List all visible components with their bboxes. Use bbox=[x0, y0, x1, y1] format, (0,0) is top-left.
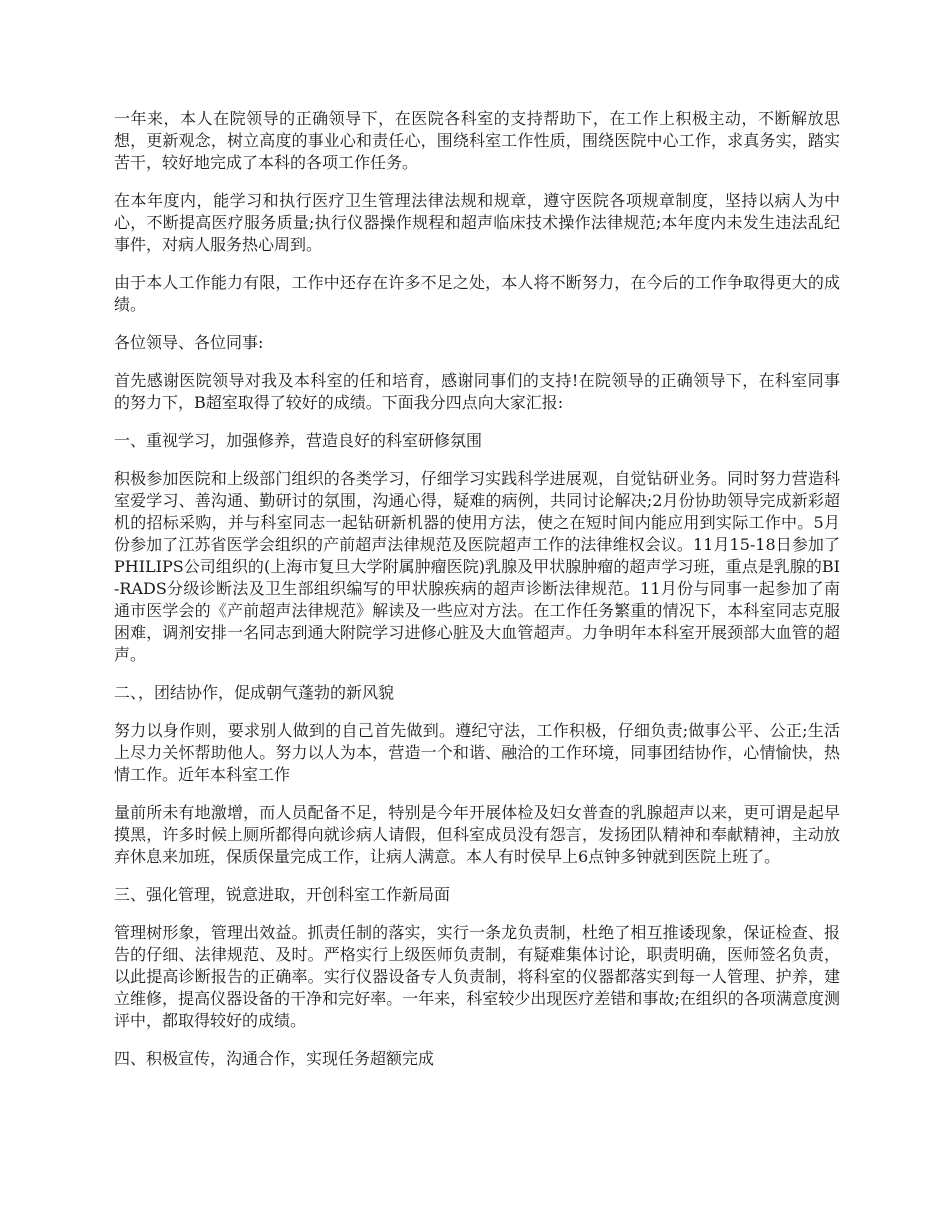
section-heading-1: 一、重视学习，加强修养，营造良好的科室研修氛围 bbox=[114, 431, 483, 450]
paragraph-shortcomings: 由于本人工作能力有限，工作中还存在许多不足之处，本人将不断努力，在今后的工作争取得更大的成绩。 bbox=[114, 273, 840, 314]
paragraph-compliance: 在本年度内，能学习和执行医疗卫生管理法律法规和规章，遵守医院各项规章制度，坚持以病人为中心，不断提高医疗服务质量;执行仪器操作规程和超声临床技术操作法律规范;本年度内未发生违法乱纪事件，对病人服务热心周到。 bbox=[114, 191, 840, 254]
paragraph-teamwork: 努力以身作则，要求别人做到的自己首先做到。遵纪守法，工作积极，仔细负责;做事公平、公正;生活上尽力关怀帮助他人。努力以人为本，营造一个和谐、融洽的工作环境，同事团结协作，心情愉快，热情工作。近年本科室工作 bbox=[114, 721, 840, 784]
paragraph-management: 管理树形象，管理出效益。抓责任制的落实，实行一条龙负责制，杜绝了相互推诿现象，保证检查、报告的仔细、法律规范、及时。严格实行上级医师负责制，有疑难集体讨论，职责明确，医师签名负责，以此提高诊断报告的正确率。实行仪器设备专人负责制，将科室的仪器都落实到每一人管理、护养，建立维修，提高仪器设备的干净和完好率。一年来，科室较少出现医疗差错和事故;在组织的各项满意度测评中，都取得较好的成绩。 bbox=[114, 923, 840, 1030]
section-heading-4: 四、积极宣传，沟通合作，实现任务超额完成 bbox=[114, 1049, 435, 1068]
paragraph-study: 积极参加医院和上级部门组织的各类学习，仔细学习实践科学进展观，自觉钻研业务。同时努力营造科室爱学习、善沟通、勤研讨的氛围，沟通心得，疑难的病例，共同讨论解决;2月份协助领导完成新彩超机的招标采购，并与科室同志一起钻研新机器的使用方法，使之在短时间内能应用到实际工作中。5月份参加了江苏省医学会组织的产前超声法律规范及医院超声工作的法律维权会议。11月15-18日参加了PHILIPS公司组织的(上海市复旦大学附属肿瘤医院)乳腺及甲状腺肿瘤的超声学习班，重点是乳腺的BI-RADS分级诊断法及卫生部组织编写的甲状腺疾病的超声诊断法律规范。11月份与同事一起参加了南通市医学会的《产前超声法律规范》解读及一些应对方法。在工作任务繁重的情况下，本科室同志克服困难，调剂安排一名同志到通大附院学习进修心脏及大血管超声。力争明年本科室开展颈部大血管的超声。 bbox=[114, 469, 840, 664]
section-heading-3: 三、强化管理，锐意进取，开创科室工作新局面 bbox=[114, 885, 451, 904]
salutation: 各位领导、各位同事: bbox=[114, 333, 264, 352]
paragraph-thanks: 首先感谢医院领导对我及本科室的任和培育，感谢同事们的支持!在院领导的正确领导下，在科室同事的努力下，B超室取得了较好的成绩。下面我分四点向大家汇报: bbox=[114, 371, 840, 412]
paragraph-workload: 量前所未有地激增，而人员配备不足，特别是今年开展体检及妇女普查的乳腺超声以来，更可谓是起早摸黑，许多时候上厕所都得向就诊病人请假，但科室成员没有怨言，发扬团队精神和奉献精神，主动放弃休息来加班，保质保量完成工作，让病人满意。本人有时侯早上6点钟多钟就到医院上班了。 bbox=[114, 803, 840, 866]
section-heading-2: 二、，团结协作，促成朝气蓬勃的新风貌 bbox=[114, 683, 395, 702]
document-page bbox=[114, 108, 840, 1086]
paragraph-intro: 一年来，本人在院领导的正确领导下，在医院各科室的支持帮助下，在工作上积极主动，不断解放思想，更新观念，树立高度的事业心和责任心，围绕科室工作性质，围绕医院中心工作，求真务实，踏实苦干，较好地完成了本科的各项工作任务。 bbox=[114, 109, 840, 172]
